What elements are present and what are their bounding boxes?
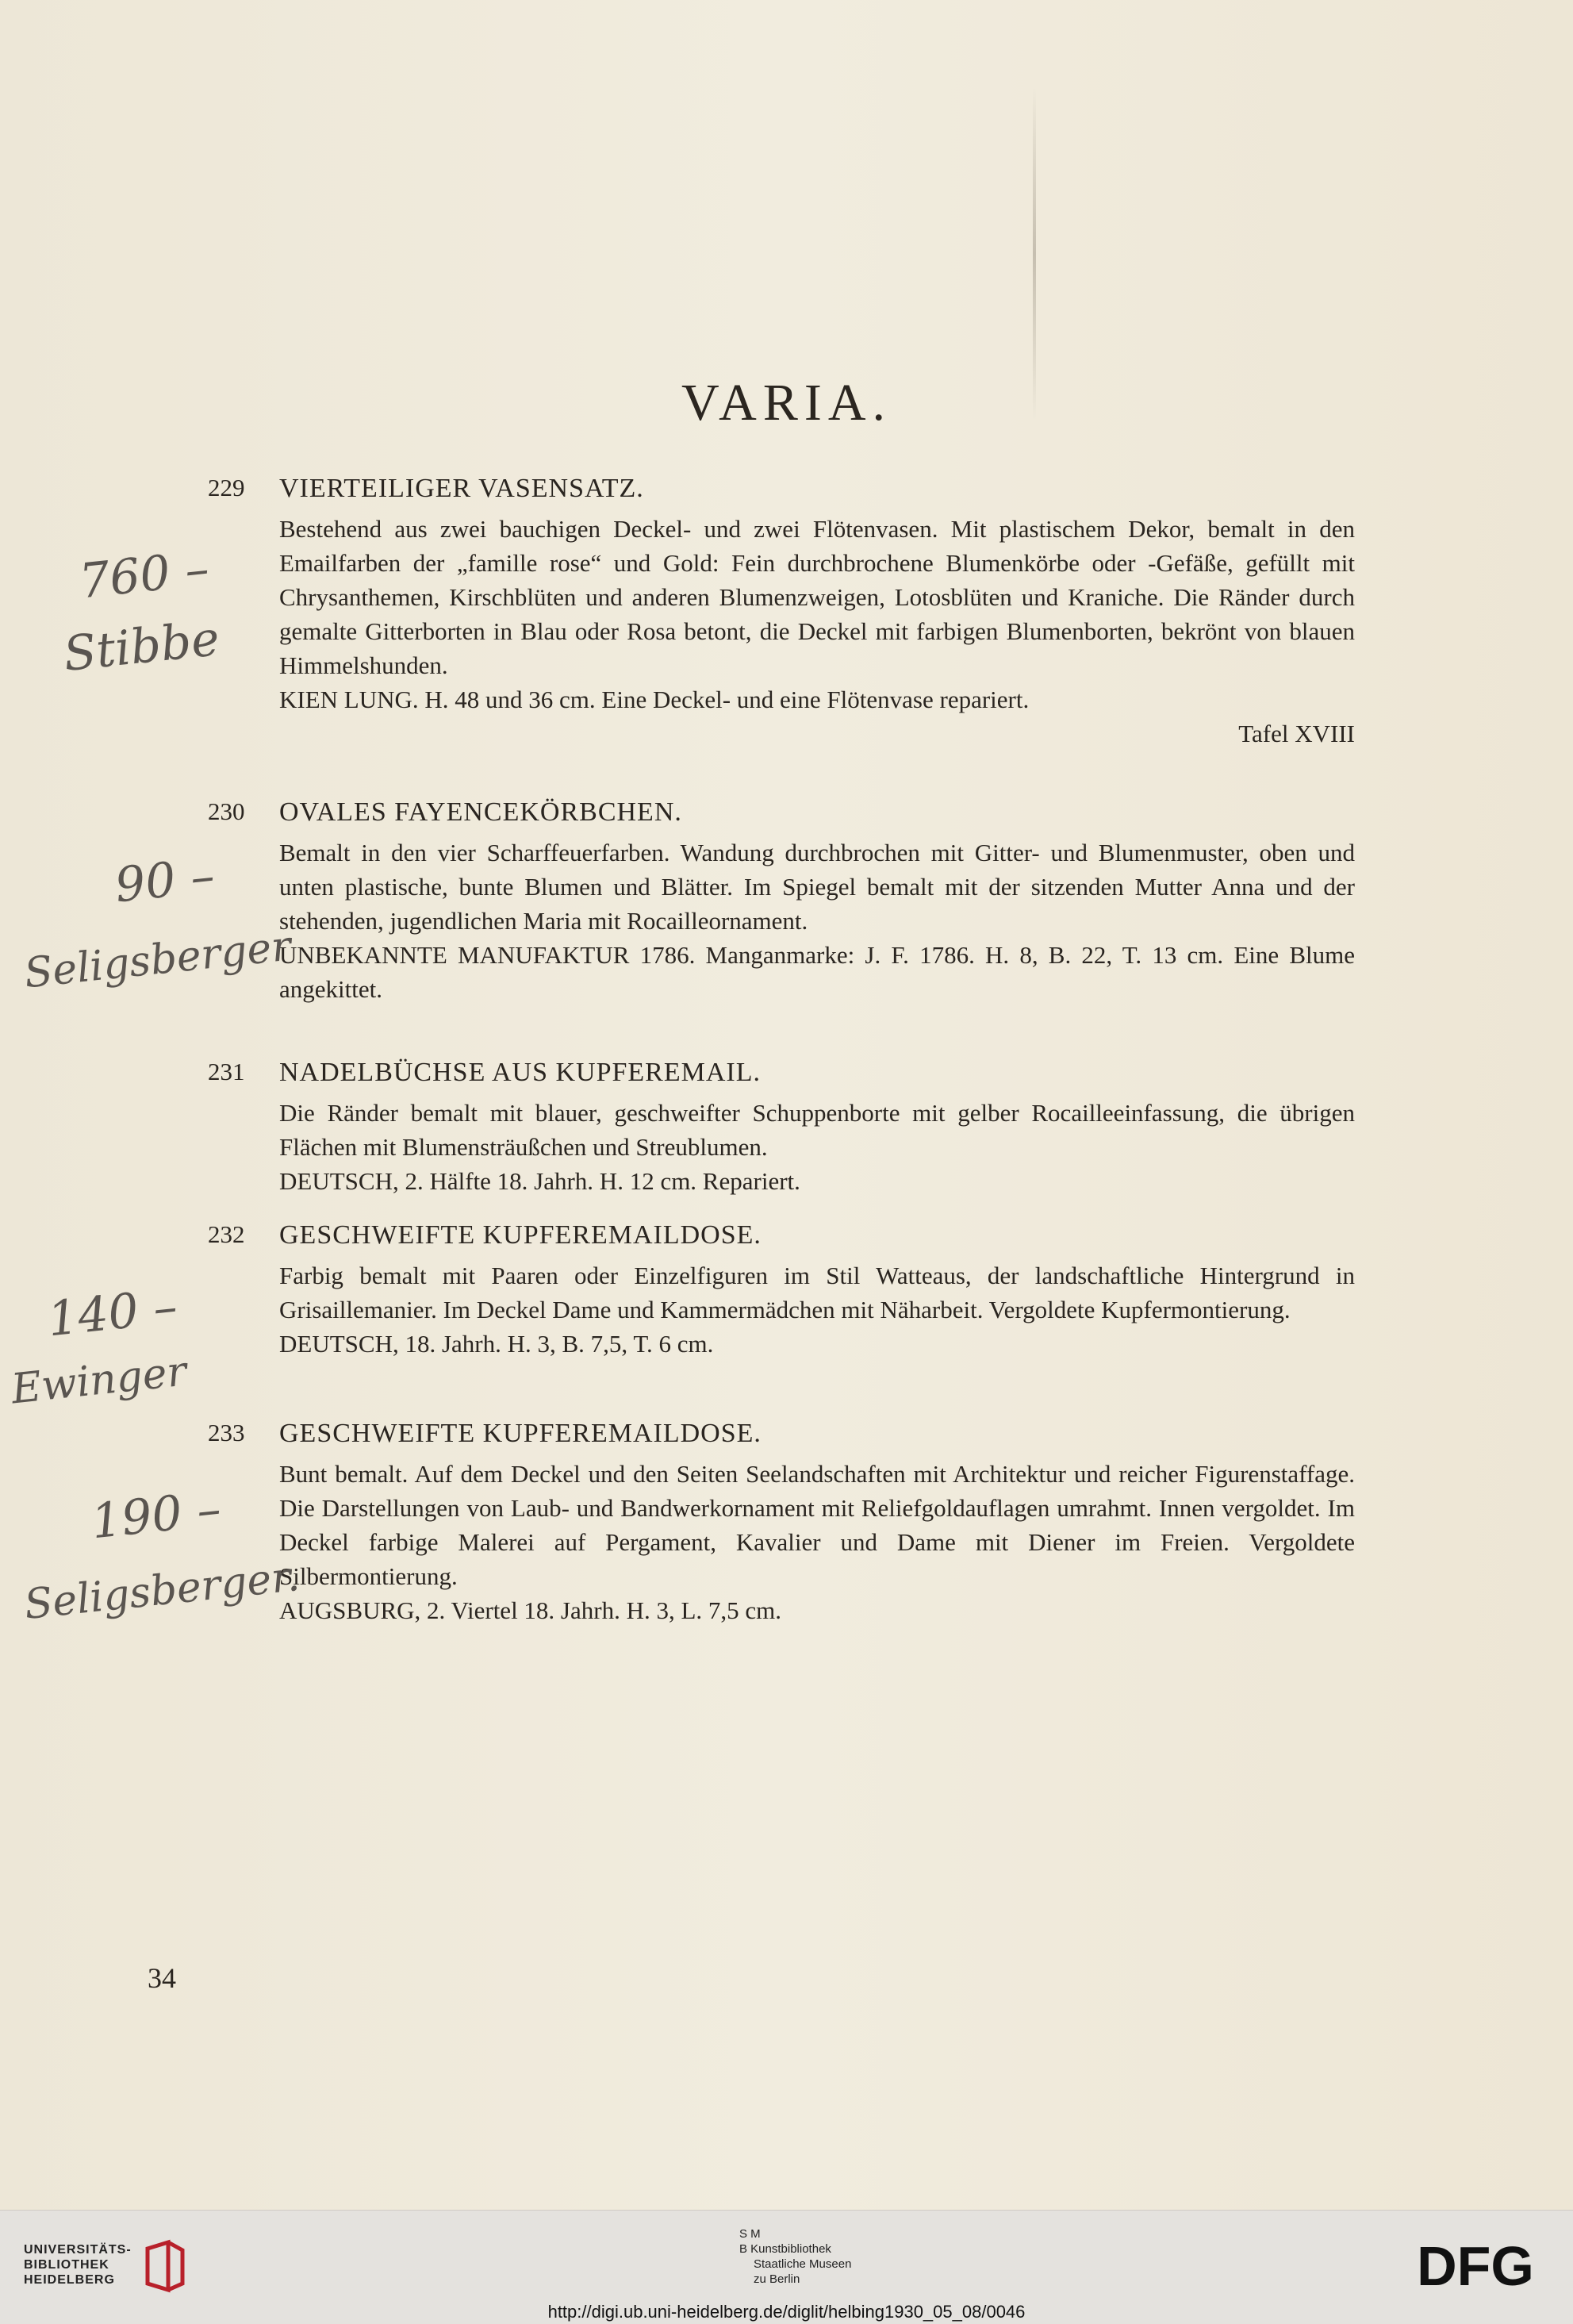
entry-description: Bemalt in den vier Scharffeuerfarben. Wandung durchbrochen mit Gitter- und Blumenmuster, oben und unten plastische, bunte Blumen und Blätter. Im Spiegel bemalt mit der sitzenden Mutter Anna und der stehenden, jugendlichen Maria mit Rocailleornament. [279,839,1355,935]
entry-number: 229 [208,474,245,501]
stamp-line: Staatliche Museen [754,2257,852,2271]
stamp-line: S M [739,2227,761,2241]
handwritten-buyer: Seligsberger. [21,1552,302,1630]
dfg-logo [1400,2236,1551,2295]
library-name [24,2242,132,2288]
entry-provenance: KIEN LUNG. H. 48 und 36 cm. Eine Deckel- und eine Flötenvase repariert. [279,686,1030,713]
entry-description: Farbig bemalt mit Paaren oder Einzelfiguren im Stil Watteaus, der landschaftliche Hintergrund in Grisaillemanier. Im Deckel Dame und Kammermädchen mit Näharbeit. Vergoldete Kupfermontierung. [279,1262,1355,1323]
dfg-logo-text: DFG [1417,2236,1534,2295]
entry-number: 233 [208,1419,245,1446]
museum-stamp [739,2226,851,2287]
entry-provenance: DEUTSCH, 2. Hälfte 18. Jahrh. H. 12 cm. Repariert. [279,1167,800,1195]
handwritten-buyer: Ewinger [9,1347,190,1414]
entry-body [279,1457,1355,1627]
entry-heading: GESCHWEIFTE KUPFEREMAILDOSE. [279,1419,762,1448]
entry-number: 230 [208,797,245,825]
stamp-line: B Kunstbibliothek [739,2242,831,2256]
library-name-line: HEIDELBERG [24,2273,115,2287]
entry-description: Die Ränder bemalt mit blauer, geschweifter Schuppenborte mit gelber Rocailleeinfassung, die übrigen Flächen mit Blumensträußchen und Streublumen. [279,1099,1355,1161]
handwritten-price: 90 – [112,847,217,914]
page-title: VARIA. [681,374,892,432]
entry-provenance: DEUTSCH, 18. Jahrh. H. 3, B. 7,5, T. 6 cm. [279,1330,714,1358]
digitization-footer [0,2210,1573,2324]
entry-body [279,1096,1355,1198]
entry-heading: GESCHWEIFTE KUPFEREMAILDOSE. [279,1220,762,1250]
library-logo-icon [141,2239,189,2295]
handwritten-price: 190 – [88,1481,224,1550]
page-number: 34 [148,1962,176,1994]
library-name-line: BIBLIOTHEK [24,2258,109,2272]
entry-body [279,512,1355,751]
permalink-url[interactable]: http://digi.ub.uni-heidelberg.de/diglit/helbing1930_05_08/0046 [547,2302,1026,2322]
stamp-line: zu Berlin [754,2272,800,2286]
entry-number: 231 [208,1058,245,1085]
entry-plate-reference: Tafel XVIII [1238,720,1355,747]
entry-heading: VIERTEILIGER VASENSATZ. [279,474,644,503]
entry-provenance: UNBEKANNTE MANUFAKTUR 1786. Manganmarke: J. F. 1786. H. 8, B. 22, T. 13 cm. Eine Blume angekittet. [279,941,1355,1003]
entry-description: Bestehend aus zwei bauchigen Deckel- und zwei Flötenvasen. Mit plastischem Dekor, bemalt in den Emailfarben der „famille rose“ und Gold: Fein durchbrochene Blumenkörbe oder -Gefäße, gefüllt mit Chrysanthemen, Kirschblüten und anderen Blumenzweigen, Lotosblüten und Kraniche. Die Ränder durch gemalte Gitterborten in Blau oder Rosa betont, die Deckel mit farbigen Blumenborten, bekrönt von blauen Himmelshunden. [279,515,1355,679]
entry-heading: OVALES FAYENCEKÖRBCHEN. [279,797,682,827]
entry-description: Bunt bemalt. Auf dem Deckel und den Seiten Seelandschaften mit Architektur und reicher Figurenstaffage. Die Darstellungen von Laub- und Bandwerkornament mit Reliefgoldauflagen umrahmt. Innen vergoldet. Im Deckel farbige Malerei auf Pergament, Kavalier und Dame mit Diener im Freien. Vergoldete Silbermontierung. [279,1460,1355,1590]
handwritten-price: 140 – [44,1278,180,1348]
entry-number: 232 [208,1220,245,1248]
handwritten-buyer: Seligsberger [21,922,293,998]
paper-crease [1033,87,1036,421]
entry-heading: NADELBÜCHSE AUS KUPFEREMAIL. [279,1058,761,1087]
entry-body [279,1258,1355,1361]
library-name-line: UNIVERSITÄTS- [24,2243,132,2257]
entry-body [279,835,1355,1006]
handwritten-price: 760 – [76,540,212,610]
handwritten-buyer: Stibbe [60,610,222,683]
entry-provenance: AUGSBURG, 2. Viertel 18. Jahrh. H. 3, L. 7,5 cm. [279,1596,782,1624]
